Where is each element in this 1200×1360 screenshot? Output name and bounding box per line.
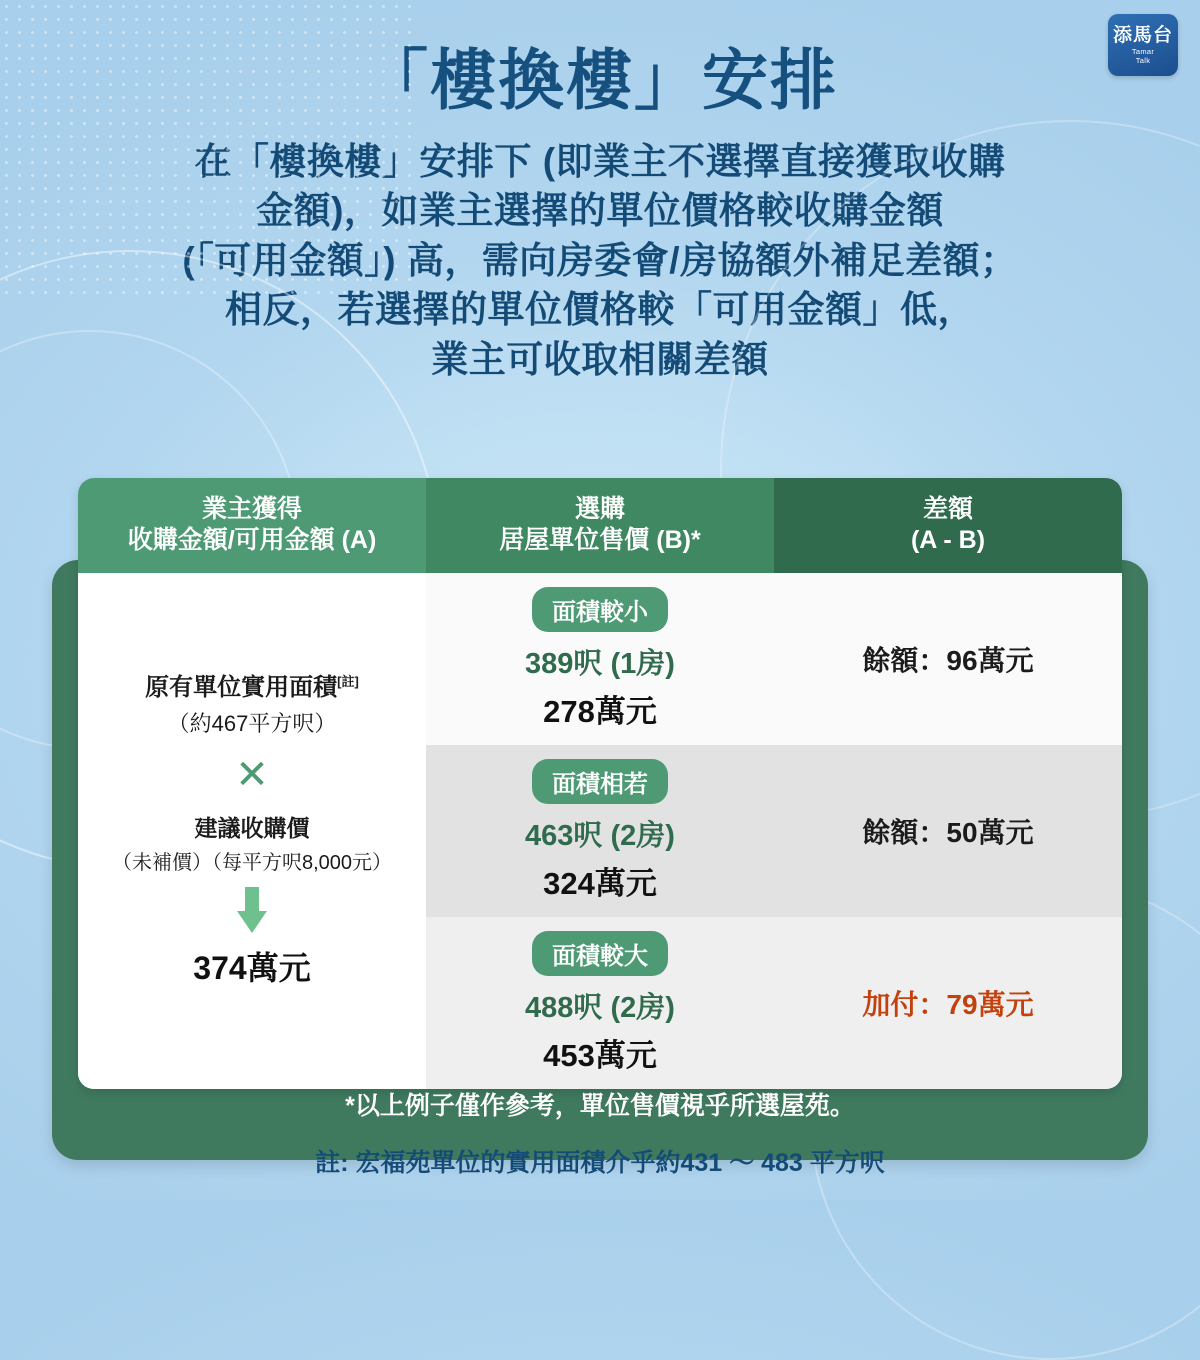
size-badge: 面積較大 [532, 931, 668, 976]
multiply-icon: ✕ [235, 753, 269, 798]
tamar-talk-logo [1108, 14, 1178, 76]
table-body [78, 573, 1122, 1089]
table-row [426, 745, 774, 917]
original-unit-area-text: 原有單位實用面積 [145, 673, 338, 701]
intro-line-4: 相反，若選擇的單位價格較「可用金額」低， [225, 289, 975, 331]
intro-line-3: (「可用金額」) 高，需向房委會/房協額外補足差額； [182, 239, 1018, 281]
column-a-total: 374萬元 [193, 950, 311, 987]
comparison-table [78, 478, 1122, 1089]
header-b-line1: 選購 [574, 495, 625, 523]
difference-value: 餘額：50萬元 [862, 816, 1034, 848]
table-header-column-c [774, 478, 1122, 573]
logo-chinese-text: 添馬台 [1112, 25, 1173, 46]
table-row [774, 917, 1122, 1089]
header-c-line1: 差額 [922, 495, 973, 523]
unit-size: 463呎 (2房) [525, 819, 675, 852]
table-row [426, 573, 774, 745]
unit-size: 389呎 (1房) [525, 647, 675, 680]
header-c-line2: (A - B) [910, 526, 986, 555]
table-row [774, 745, 1122, 917]
header-a-line1: 業主獲得 [201, 495, 302, 523]
page-footnote: 註: 宏福苑單位的實用面積介乎約431 ～ 483 平方呎 [315, 1149, 885, 1177]
table-footnote: *以上例子僅作參考，單位售價視乎所選屋苑。 [345, 1092, 855, 1120]
intro-line-2: 金額)，如業主選擇的單位價格較收購金額 [256, 190, 944, 232]
size-badge: 面積較小 [532, 587, 668, 632]
unit-price: 278萬元 [543, 693, 657, 729]
original-unit-area-label [145, 672, 359, 703]
original-unit-area-value: （約467平方呎） [167, 711, 337, 737]
column-c-difference [774, 573, 1122, 1089]
unit-price: 453萬元 [543, 1037, 657, 1073]
page-title: 「樓換樓」安排 [362, 43, 838, 117]
difference-value: 餘額：96萬元 [862, 644, 1034, 676]
size-badge: 面積相若 [532, 759, 668, 804]
suggested-price-label: 建議收購價 [194, 815, 310, 842]
table-header-column-b [426, 478, 774, 573]
column-a-calculation [78, 573, 426, 1089]
table-header-column-a [78, 478, 426, 573]
table-header-row [78, 478, 1122, 573]
table-row [774, 573, 1122, 745]
intro-line-1: 在「樓換樓」安排下 (即業主不選擇直接獲取收購 [194, 140, 1006, 182]
logo-english-subtext: Talk [1135, 55, 1151, 65]
difference-value: 加付：79萬元 [862, 988, 1034, 1020]
down-arrow-icon [237, 887, 267, 933]
intro-paragraph [50, 137, 1150, 385]
header-b-line2: 居屋單位售價 (B)* [499, 526, 701, 555]
unit-price: 324萬元 [543, 865, 657, 901]
table-row [426, 917, 774, 1089]
unit-size: 488呎 (2房) [525, 991, 675, 1024]
footnote-marker: [註] [337, 673, 359, 689]
column-b-options [426, 573, 774, 1089]
intro-line-5: 業主可收取相關差額 [431, 338, 769, 380]
header-a-line2: 收購金額/可用金額 (A) [127, 526, 377, 555]
suggested-price-value: （未補價）（每平方呎8,000元） [111, 852, 393, 875]
logo-english-text: Tamar [1131, 47, 1155, 56]
